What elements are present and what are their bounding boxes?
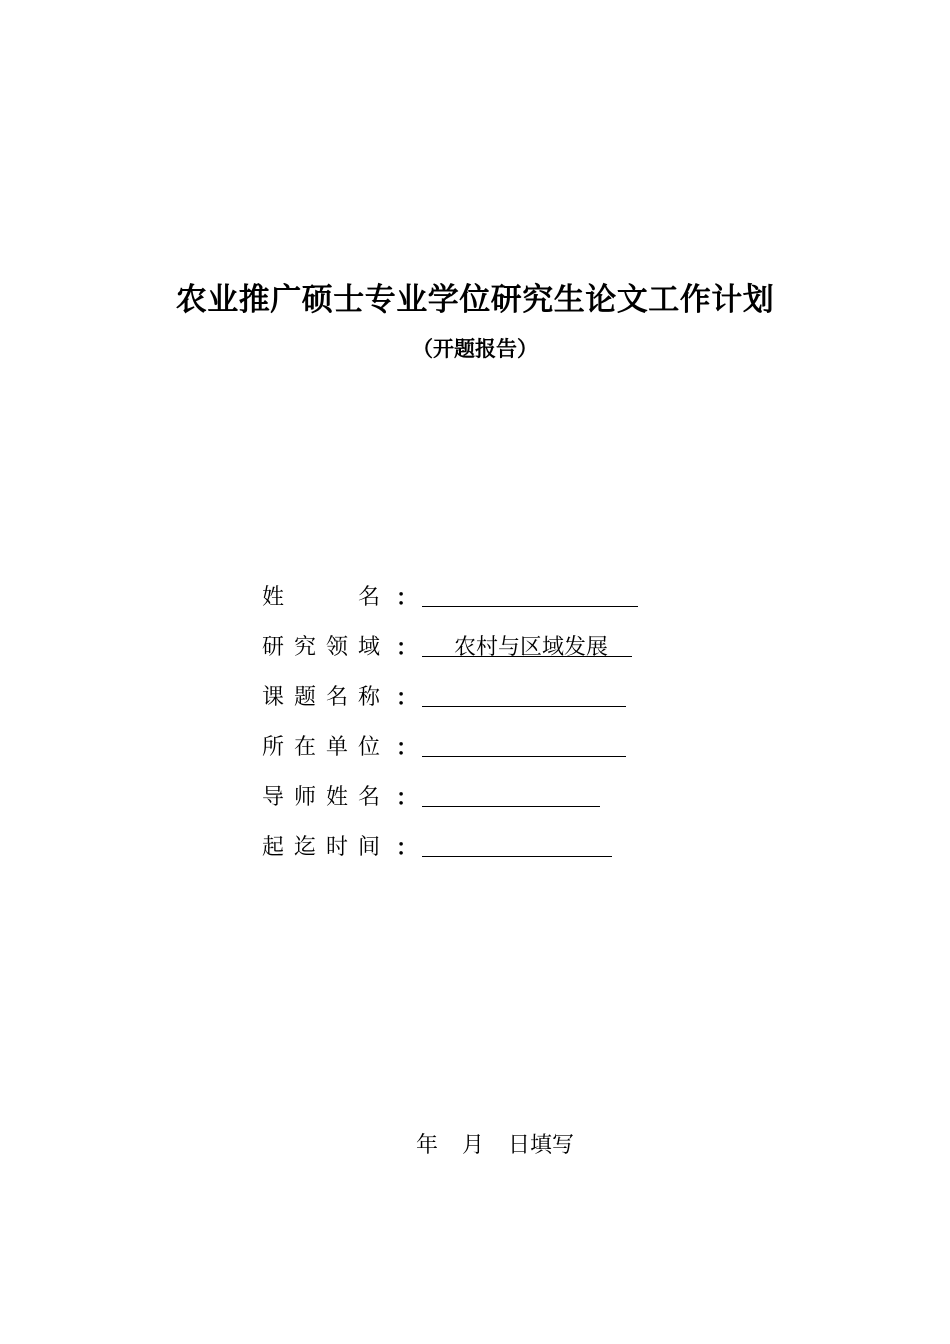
field-label-period: 起 迄 时 间 xyxy=(262,835,380,860)
period-field[interactable] xyxy=(422,856,612,857)
research-field-value: 农村与区域发展 xyxy=(454,635,609,660)
field-label-research-field: 研 究 领 域 xyxy=(262,635,380,660)
field-colon: ： xyxy=(396,635,419,661)
form-row-period xyxy=(262,828,682,878)
field-colon: ： xyxy=(396,835,419,861)
field-colon: ： xyxy=(396,735,419,761)
month-label: 月 xyxy=(462,1133,485,1158)
name-field[interactable] xyxy=(422,606,638,607)
info-form xyxy=(262,578,682,878)
document-subtitle: （开题报告） xyxy=(412,337,538,361)
form-row-unit xyxy=(262,728,682,778)
field-colon: ： xyxy=(396,685,419,711)
field-colon: ： xyxy=(396,585,419,611)
field-colon: ： xyxy=(396,785,419,811)
field-label-name: 姓 名 xyxy=(262,585,380,610)
document-title: 农业推广硕士专业学位研究生论文工作计划 xyxy=(175,282,775,318)
field-label-advisor: 导 师 姓 名 xyxy=(262,785,380,810)
day-fill-label: 日填写 xyxy=(508,1133,575,1158)
unit-field[interactable] xyxy=(422,756,626,757)
field-label-unit: 所 在 单 位 xyxy=(262,735,380,760)
topic-field[interactable] xyxy=(422,706,626,707)
fill-date-line xyxy=(416,1126,574,1166)
form-row-advisor xyxy=(262,778,682,828)
field-label-topic: 课 题 名 称 xyxy=(262,685,380,710)
form-row-research-field xyxy=(262,628,682,678)
form-row-name xyxy=(262,578,682,628)
year-label: 年 xyxy=(416,1133,439,1158)
advisor-field[interactable] xyxy=(422,806,600,807)
form-row-topic xyxy=(262,678,682,728)
